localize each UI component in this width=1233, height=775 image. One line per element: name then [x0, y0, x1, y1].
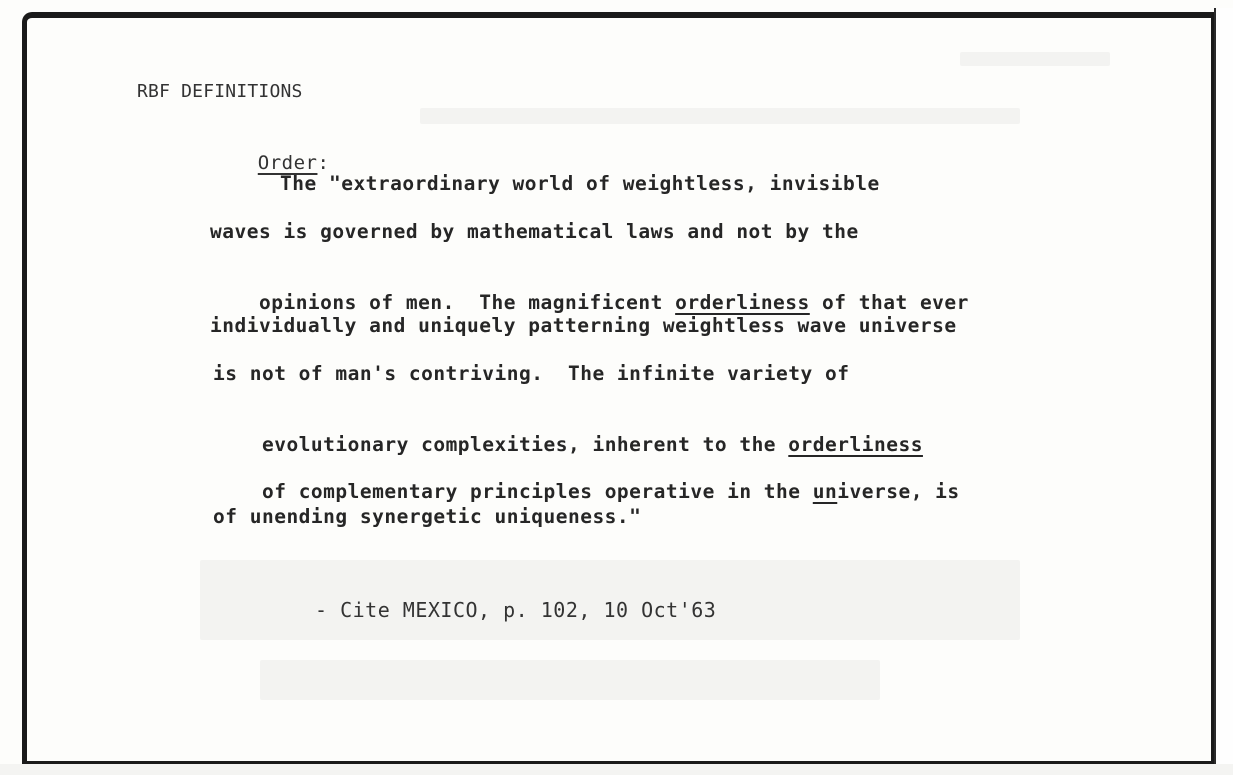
quote-line-4: individually and uniquely patterning weightless wave universe	[210, 314, 957, 337]
quote-line-5: is not of man's contriving. The infinite variety of	[213, 362, 850, 385]
orderliness-underlined-2: orderliness	[788, 433, 923, 456]
orderliness-underlined-1: orderliness	[675, 291, 810, 314]
quote-line-6-before: evolutionary complexities, inherent to the	[261, 433, 789, 456]
bottom-strip	[0, 764, 1233, 775]
card-header: RBF DEFINITIONS	[137, 81, 303, 102]
definition-term-text: Order	[257, 152, 318, 174]
universe-underlined: un	[812, 480, 838, 503]
quote-line-3-after: of that ever	[809, 291, 969, 314]
quote-line-7-before: of complementary principles operative in the	[261, 480, 813, 503]
quote-line-7-after: iverse, is	[837, 480, 960, 503]
quote-line-2: waves is governed by mathematical laws and not by the	[210, 220, 859, 243]
card-border	[22, 12, 1214, 764]
quote-line-1: The "extraordinary world of weightless, invisible	[280, 172, 880, 195]
citation: - Cite MEXICO, p. 102, 10 Oct'63	[315, 598, 717, 622]
adjacent-card-edge	[1214, 8, 1233, 775]
quote-line-3-before: opinions of men. The magnificent	[258, 291, 676, 314]
quote-line-8: of unending synergetic uniqueness."	[213, 505, 642, 528]
definition-term-colon: :	[317, 152, 330, 174]
